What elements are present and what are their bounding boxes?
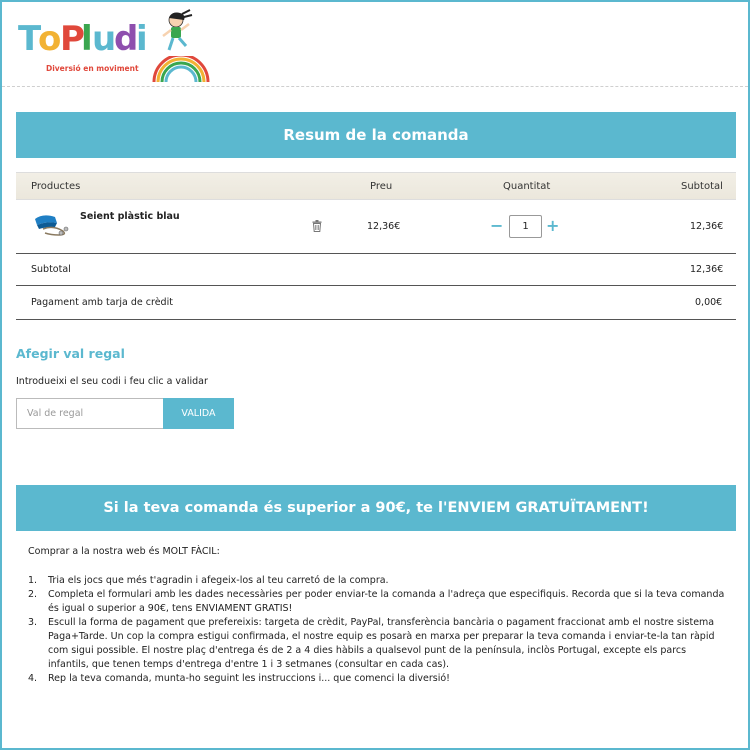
voucher-code-input[interactable]: Val de regal: [16, 398, 163, 429]
decrease-quantity-button[interactable]: −: [490, 216, 504, 235]
validate-voucher-button[interactable]: VALIDA: [163, 398, 234, 429]
row-divider: [16, 285, 736, 286]
svg-text:T: T: [18, 19, 41, 59]
free-shipping-banner: Si la teva comanda és superior a 90€, te l'ENVIEM GRATUÏTAMENT!: [16, 485, 736, 531]
purchase-steps-list: [28, 574, 728, 686]
list-item: 1. Tria els jocs que més t'agradin i afegeix-los al teu carretó de la compra.: [28, 575, 389, 586]
rainbow-icon: [150, 56, 212, 82]
list-item: 4. Rep la teva comanda, munta-ho seguint les instruccions i... que comenci la diversió!: [28, 673, 450, 684]
column-header-products: Productes: [31, 181, 81, 192]
product-price: 12,36€: [367, 221, 401, 232]
product-name[interactable]: Seient plàstic blau: [80, 211, 180, 222]
logo[interactable]: [18, 8, 198, 78]
voucher-instructions: Introdueixi el seu codi i feu clic a validar: [16, 376, 208, 387]
header-divider: [2, 86, 748, 87]
product-thumbnail[interactable]: [33, 211, 71, 239]
svg-text:u: u: [92, 19, 116, 59]
trash-icon[interactable]: [312, 220, 322, 232]
column-header-subtotal: Subtotal: [681, 181, 723, 192]
svg-text:P: P: [60, 19, 84, 59]
payment-fee-value: 0,00€: [695, 297, 723, 308]
svg-text:d: d: [114, 19, 138, 59]
subtotal-label: Subtotal: [31, 264, 71, 275]
list-item: 2. Completa el formulari amb les dades necessàries per poder enviar-te la comanda a l'adreça que especifiquis. Recorda que si la teva comanda és igual o superior a 90€, tens ENVIAMENT GRATIS!: [28, 589, 725, 614]
mascot-girl-icon: [158, 8, 198, 58]
quantity-input[interactable]: 1: [509, 215, 542, 238]
order-summary-title: Resum de la comanda: [16, 112, 736, 158]
column-header-price: Preu: [370, 181, 393, 192]
svg-text:l: l: [81, 19, 92, 59]
voucher-title: Afegir val regal: [16, 346, 125, 361]
info-intro: Comprar a la nostra web és MOLT FÀCIL:: [28, 546, 220, 557]
logo-tagline: Diversió en moviment: [46, 64, 139, 73]
list-item: 3. Escull la forma de pagament que prefereixis: targeta de crèdit, PayPal, transferència bancària o pagament fraccionat amb el nostre sistema Paga+Tarde. Un cop la compra estigui confirmada, el nostre equip es posarà en marxa per preparar la teva comanda i enviar-te-la tan ràpid com sigui possible. El nostre plaç d'entrega és de 2 a 4 dies hàbils a qualsevol punt de la península, inclòs Portugal, excepte els parcs infantils, que tenen temps d'entrega d'entre 1 i 3 setmanes (consultar en cada cas).: [28, 617, 715, 670]
payment-fee-label: Pagament amb tarja de crèdit: [31, 297, 173, 308]
column-header-quantity: Quantitat: [503, 181, 551, 192]
row-divider: [16, 253, 736, 254]
logo-wordmark: [18, 14, 168, 64]
product-subtotal: 12,36€: [690, 221, 724, 232]
svg-text:i: i: [136, 19, 147, 59]
table-header: [16, 172, 736, 200]
svg-text:o: o: [38, 19, 61, 59]
subtotal-value: 12,36€: [690, 264, 724, 275]
increase-quantity-button[interactable]: +: [546, 216, 560, 235]
site-header: [2, 2, 748, 86]
row-divider: [16, 319, 736, 320]
